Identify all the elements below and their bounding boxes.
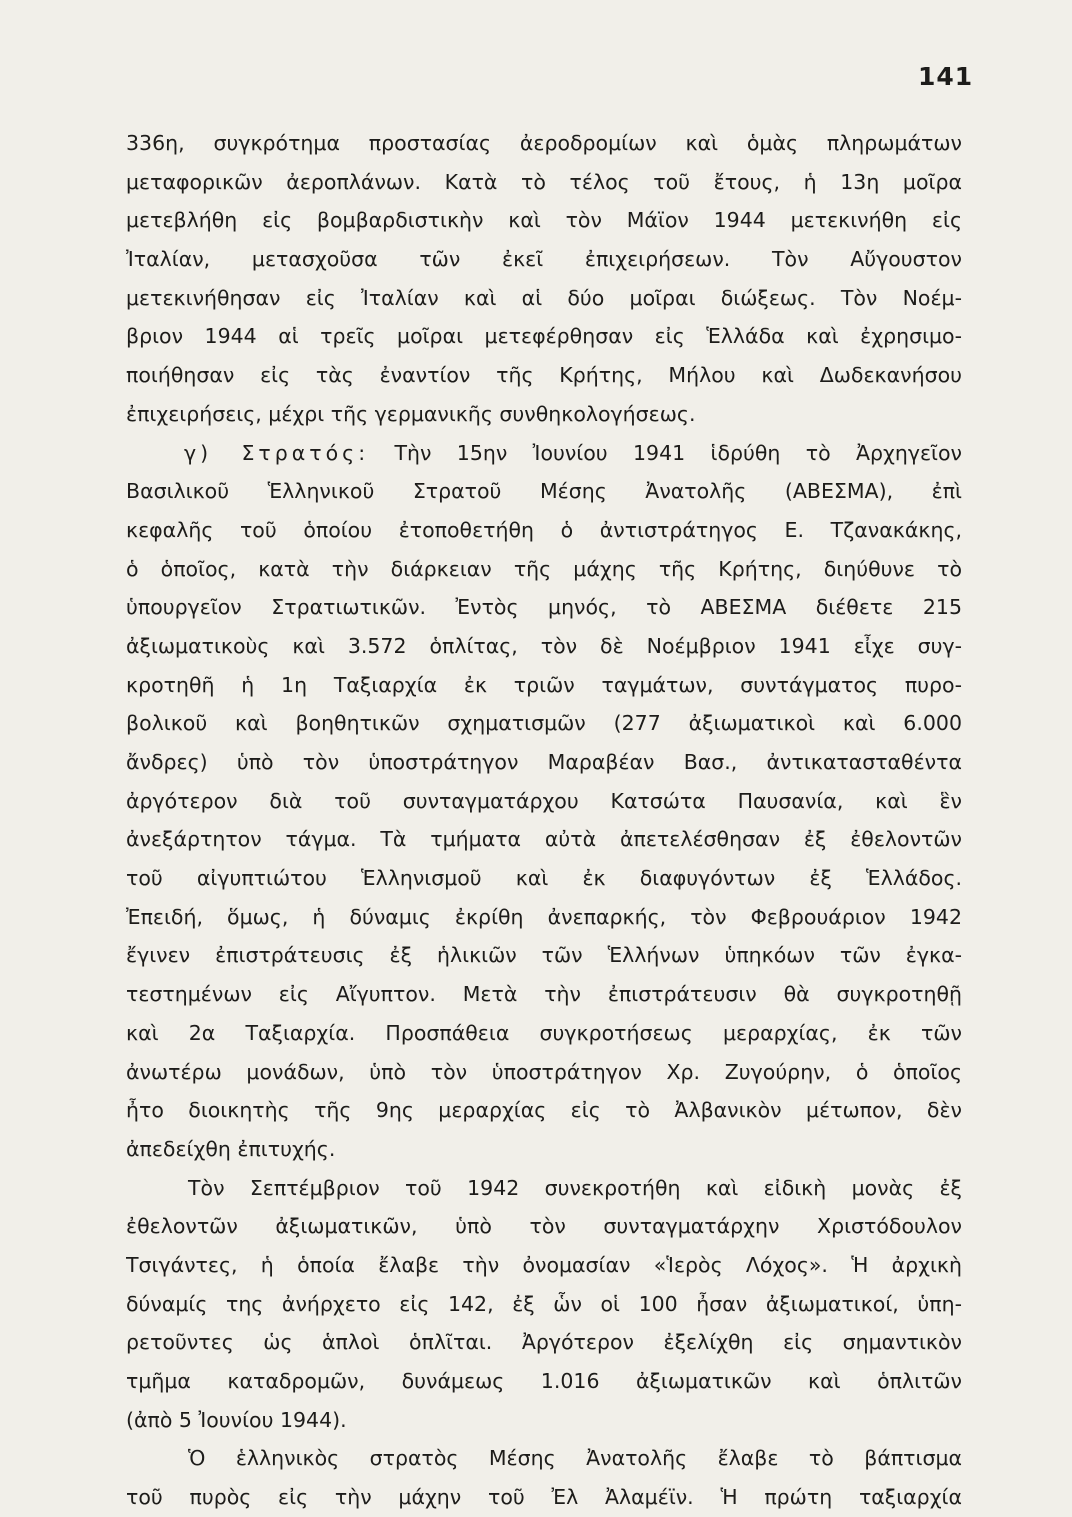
text-line: κροτηθῆ ἡ 1η Ταξιαρχία ἐκ τριῶν ταγμάτων, συντάγματος πυρο- xyxy=(126,672,962,697)
text-line: Ἐπειδή, ὅμως, ἡ δύναμις ἐκρίθη ἀνεπαρκής, τὸν Φεβρουάριον 1942 xyxy=(126,904,962,929)
text-line: κεφαλῆς τοῦ ὁποίου ἐτοποθετήθη ὁ ἀντιστράτηγος Ε. Τζανακάκης, xyxy=(126,517,962,542)
text-line: ἄνδρες) ὑπὸ τὸν ὑποστράτηγον Μαραβέαν Βασ., ἀντικατασταθέντα xyxy=(126,750,962,774)
text-line: βολικοῦ καὶ βοηθητικῶν σχηματισμῶν (277 ἀξιωματικοὶ καὶ 6.000 xyxy=(126,711,962,736)
text-line: ἀπεδείχθη ἐπιτυχής. xyxy=(126,1136,336,1161)
text-line: ἀξιωματικοὺς καὶ 3.572 ὁπλίτας, τὸν δὲ Νοέμβριον 1941 εἶχε συγ- xyxy=(126,633,962,658)
text-line: Τὸν Σεπτέμβριον τοῦ 1942 συνεκροτήθη καὶ εἰδικὴ μονὰς ἐξ xyxy=(188,1175,962,1200)
text-line: ὁ ὁποῖος, κατὰ τὴν διάρκειαν τῆς μάχης τῆς Κρήτης, διηύθυνε τὸ xyxy=(126,556,962,581)
page-number: 141 xyxy=(918,62,974,91)
text-line: μετεβλήθη εἰς βομβαρδιστικὴν καὶ τὸν Μάϊον 1944 μετεκινήθη εἰς xyxy=(126,208,962,233)
text-line: βριον 1944 αἱ τρεῖς μοῖραι μετεφέρθησαν εἰς Ἑλλάδα καὶ ἐχρησιμο- xyxy=(126,324,962,349)
text-line: μετεκινήθησαν εἰς Ἰταλίαν καὶ αἱ δύο μοῖραι διώξεως. Τὸν Νοέμ- xyxy=(126,285,962,310)
text-line: τεστημένων εἰς Αἴγυπτον. Μετὰ τὴν ἐπιστράτευσιν θὰ συγκροτηθῇ xyxy=(126,982,962,1007)
text-line: ἀργότερον διὰ τοῦ συνταγματάρχου Κατσώτα Παυσανία, καὶ ἓν xyxy=(126,788,962,813)
text-line: μεταφορικῶν ἀεροπλάνων. Κατὰ τὸ τέλος τοῦ ἔτους, ἡ 13η μοῖρα xyxy=(126,169,962,194)
section-first-line xyxy=(126,434,962,473)
text-line: Τσιγάντες, ἡ ὁποία ἔλαβε τὴν ὀνομασίαν «Ἱερὸς Λόχος». Ἡ ἀρχικὴ xyxy=(126,1252,962,1277)
text-line: τμῆμα καταδρομῶν, δυνάμεως 1.016 ἀξιωματικῶν καὶ ὁπλιτῶν xyxy=(126,1369,962,1393)
section-heading: γ) Στρατός: xyxy=(184,440,370,465)
text-line: 336η, συγκρότημα προστασίας ἀεροδρομίων καὶ ὁμὰς πληρωμάτων xyxy=(126,131,962,155)
text-line: ὑπουργεῖον Στρατιωτικῶν. Ἐντὸς μηνός, τὸ ΑΒΕΣΜΑ διέθετε 215 xyxy=(126,595,962,620)
text-line: Βασιλικοῦ Ἑλληνικοῦ Στρατοῦ Μέσης Ἀνατολῆς (ΑΒΕΣΜΑ), ἐπὶ xyxy=(126,479,962,504)
text-line: ἔγινεν ἐπιστράτευσις ἐξ ἡλικιῶν τῶν Ἑλλήνων ὑπηκόων τῶν ἐγκα- xyxy=(126,943,962,968)
text-line: ἀνωτέρω μονάδων, ὑπὸ τὸν ὑποστράτηγον Χρ. Ζυγούρην, ὁ ὁποῖος xyxy=(126,1059,962,1084)
text-line: δύναμίς της ἀνήρχετο εἰς 142, ἐξ ὧν οἱ 100 ἦσαν ἀξιωματικοί, ὑπη- xyxy=(126,1291,962,1316)
text-line: ἐθελοντῶν ἀξιωματικῶν, ὑπὸ τὸν συνταγματάρχην Χριστόδουλον xyxy=(126,1214,962,1239)
text-line: τοῦ πυρὸς εἰς τὴν μάχην τοῦ Ἐλ Ἀλαμέϊν. Ἡ πρώτη ταξιαρχία xyxy=(126,1485,962,1510)
text-line: Ὁ ἑλληνικὸς στρατὸς Μέσης Ἀνατολῆς ἔλαβε τὸ βάπτισμα xyxy=(188,1446,962,1471)
text-line: ἦτο διοικητὴς τῆς 9ης μεραρχίας εἰς τὸ Ἀλβανικὸν μέτωπον, δὲν xyxy=(126,1098,962,1123)
body-text xyxy=(126,124,962,1517)
text-line: Τὴν 15ην Ἰουνίου 1941 ἱδρύθη τὸ Ἀρχηγεῖον xyxy=(394,440,962,465)
text-line: Ἰταλίαν, μετασχοῦσα τῶν ἐκεῖ ἐπιχειρήσεων. Τὸν Αὔγουστον xyxy=(126,247,962,272)
text-line: ἀνεξάρτητον τάγμα. Τὰ τμήματα αὐτὰ ἀπετελέσθησαν ἐξ ἐθελοντῶν xyxy=(126,827,962,852)
text-line: ἐπιχειρήσεις, μέχρι τῆς γερμανικῆς συνθηκολογήσεως. xyxy=(126,401,696,426)
text-line: καὶ 2α Ταξιαρχία. Προσπάθεια συγκροτήσεως μεραρχίας, ἐκ τῶν xyxy=(126,1020,962,1045)
text-line: ποιήθησαν εἰς τὰς ἐναντίον τῆς Κρήτης, Μήλου καὶ Δωδεκανήσου xyxy=(126,363,962,388)
text-line: τοῦ αἰγυπτιώτου Ἑλληνισμοῦ καὶ ἐκ διαφυγόντων ἐξ Ἑλλάδος. xyxy=(126,866,962,891)
text-line: (ἀπὸ 5 Ἰουνίου 1944). xyxy=(126,1407,347,1432)
text-line: ρετοῦντες ὡς ἁπλοὶ ὁπλῖται. Ἀργότερον ἐξελίχθη εἰς σημαντικὸν xyxy=(126,1330,962,1355)
